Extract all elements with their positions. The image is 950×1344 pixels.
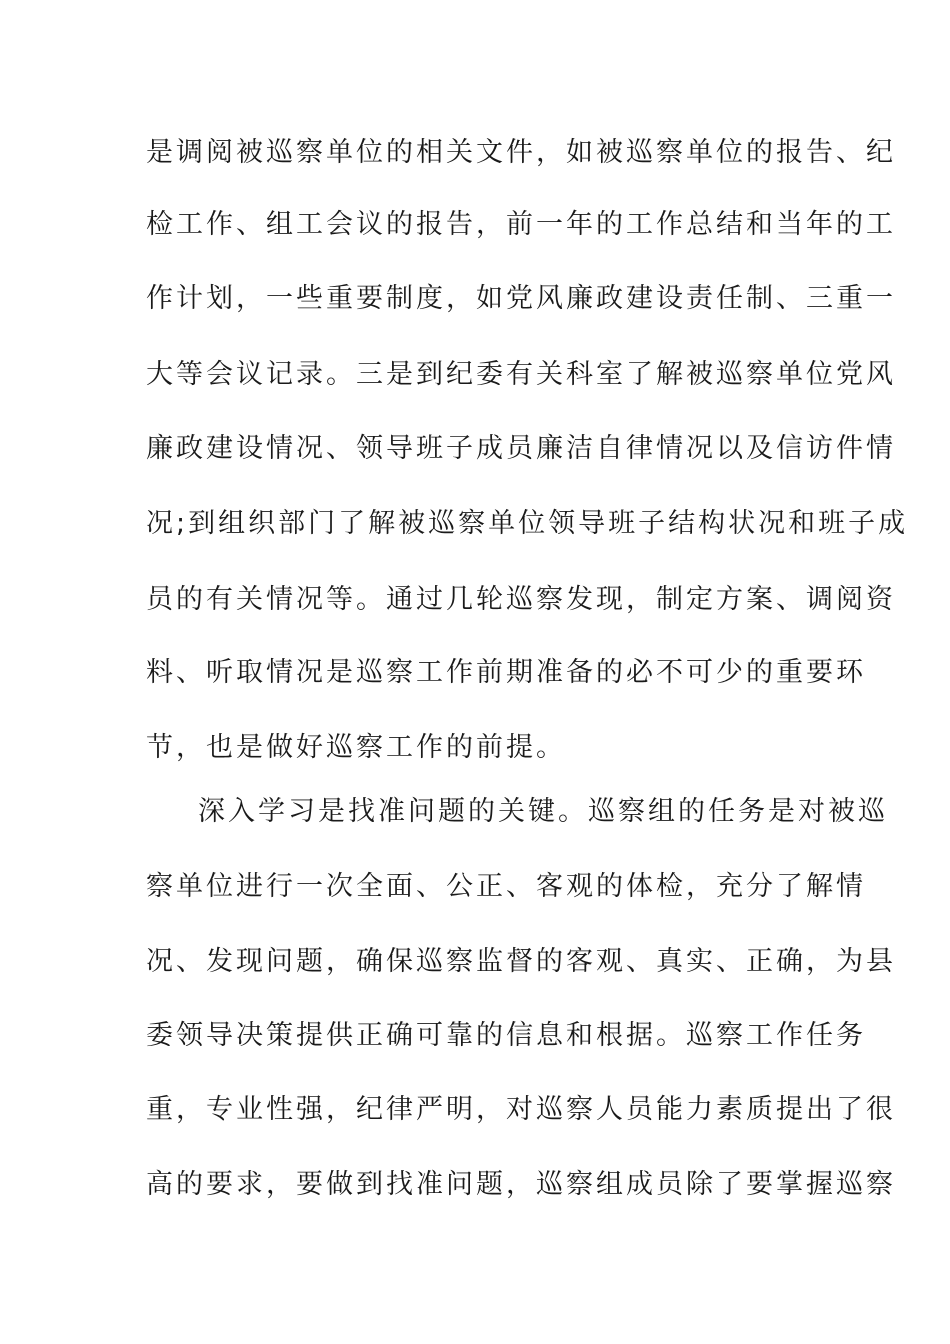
paragraph-line: 况;到组织部门了解被巡察单位领导班子结构状况和班子成: [146, 508, 909, 539]
paragraph-line: 大等会议记录。三是到纪委有关科室了解被巡察单位党风: [146, 359, 896, 390]
paragraph-line: 重，专业性强，纪律严明，对巡察人员能力素质提出了很: [146, 1094, 896, 1125]
paragraph-line: 高的要求，要做到找准问题，巡察组成员除了要掌握巡察: [146, 1169, 896, 1200]
paragraph-line: 检工作、组工会议的报告，前一年的工作总结和当年的工: [146, 209, 896, 240]
paragraph-line: 作计划，一些重要制度，如党风廉政建设责任制、三重一: [146, 283, 896, 314]
paragraph-line: 察单位进行一次全面、公正、客观的体检，充分了解情: [146, 871, 866, 902]
paragraph-line: 料、听取情况是巡察工作前期准备的必不可少的重要环: [146, 657, 866, 688]
paragraph-line: 况、发现问题，确保巡察监督的客观、真实、正确，为县: [146, 946, 896, 977]
paragraph-line: 节，也是做好巡察工作的前提。: [146, 732, 566, 763]
paragraph-line: 廉政建设情况、领导班子成员廉洁自律情况以及信访件情: [146, 433, 896, 464]
paragraph-line: 委领导决策提供正确可靠的信息和根据。巡察工作任务: [146, 1020, 866, 1051]
paragraph-line: 员的有关情况等。通过几轮巡察发现，制定方案、调阅资: [146, 584, 896, 615]
paragraph-line: 是调阅被巡察单位的相关文件，如被巡察单位的报告、纪: [146, 137, 896, 168]
paragraph-line: 深入学习是找准问题的关键。巡察组的任务是对被巡: [198, 796, 888, 827]
